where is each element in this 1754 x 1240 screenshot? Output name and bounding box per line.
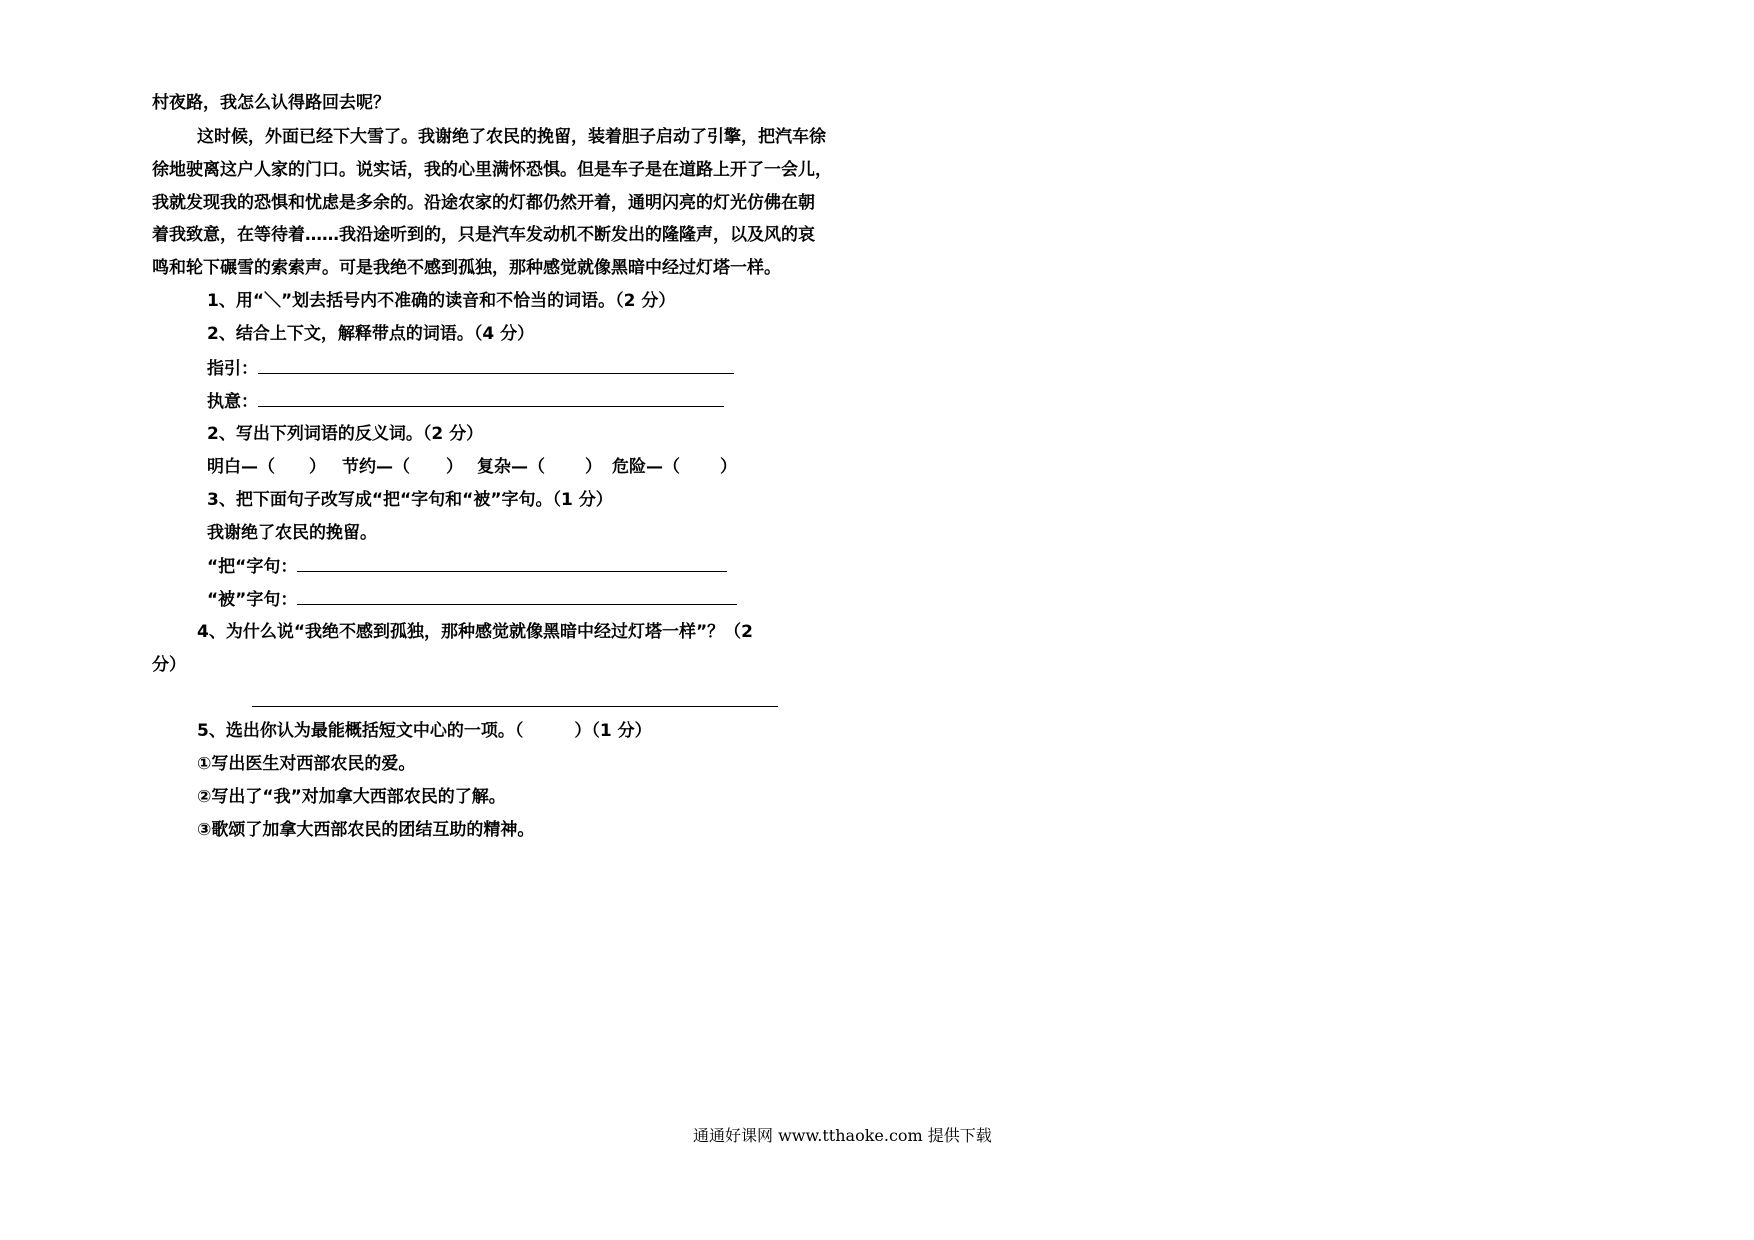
answer-blank[interactable] xyxy=(258,390,724,407)
question-5: 4、为什么说“我绝不感到孤独，那种感觉就像黑暗中经过灯塔一样”？（2 xyxy=(197,622,754,642)
answer-line-bei xyxy=(207,588,737,611)
antonym-row xyxy=(207,456,737,478)
answer-line-zhiyi xyxy=(207,390,724,413)
passage-line: 鸣和轮下碾雪的索索声。可是我绝不感到孤独，那种感觉就像黑暗中经过灯塔一样。 xyxy=(152,258,781,278)
antonym-close: ） xyxy=(720,457,737,477)
question-4: 3、把下面句子改写成“把“字句和“被”字句。（1 分） xyxy=(207,490,613,510)
term-label: 执意： xyxy=(207,392,258,412)
answer-blank[interactable] xyxy=(297,555,727,572)
option-3: ③歌颂了加拿大西部农民的团结互助的精神。 xyxy=(197,820,535,840)
answer-line-ba xyxy=(207,555,727,578)
option-1: ①写出医生对西部农民的爱。 xyxy=(197,754,416,774)
answer-blank[interactable] xyxy=(297,588,737,605)
passage-line: 村夜路，我怎么认得路回去呢？ xyxy=(152,93,390,113)
passage-line: 我就发现我的恐惧和忧虑是多余的。沿途农家的灯都仍然开着，通明闪亮的灯光仿佛在朝 xyxy=(152,193,815,213)
passage-line: 着我致意，在等待着……我沿途听到的，只是汽车发动机不断发出的隆隆声，以及风的哀 xyxy=(152,225,815,245)
passage-line: 这时候，外面已经下大雪了。我谢绝了农民的挽留，装着胆子启动了引擎，把汽车徐 xyxy=(197,127,826,147)
question-1: 1、用“＼”划去括号内不准确的读音和不恰当的词语。（2 分） xyxy=(207,291,676,311)
term-label: “把“字句： xyxy=(207,557,298,577)
antonym-close: ） xyxy=(309,457,326,477)
question-2: 2、结合上下文，解释带点的词语。（4 分） xyxy=(207,324,535,344)
term-label: “被”字句： xyxy=(207,590,298,610)
antonym-word: 节约—（ xyxy=(342,457,410,477)
question-3: 2、写出下列词语的反义词。（2 分） xyxy=(207,424,484,444)
answer-blank[interactable] xyxy=(252,706,778,707)
antonym-close: ） xyxy=(446,457,463,477)
passage-line: 徐地驶离这户人家的门口。说实话，我的心里满怀恐惧。但是车子是在道路上开了一会儿， xyxy=(152,160,832,180)
antonym-word: 危险—（ xyxy=(612,457,680,477)
antonym-word: 明白—（ xyxy=(207,457,275,477)
original-sentence: 我谢绝了农民的挽留。 xyxy=(207,523,377,543)
antonym-word: 复杂—（ xyxy=(477,457,545,477)
footer-source: 通通好课网 www.tthaoke.com 提供下载 xyxy=(693,1126,992,1145)
question-5-continued: 分） xyxy=(152,655,186,675)
question-6: 5、选出你认为最能概括短文中心的一项。（ ）（1 分） xyxy=(197,721,652,741)
term-label: 指引： xyxy=(207,359,258,379)
option-2: ②写出了“我”对加拿大西部农民的了解。 xyxy=(197,787,506,807)
answer-line-zhiyin xyxy=(207,357,734,380)
antonym-close: ） xyxy=(585,457,602,477)
answer-blank[interactable] xyxy=(258,357,734,374)
